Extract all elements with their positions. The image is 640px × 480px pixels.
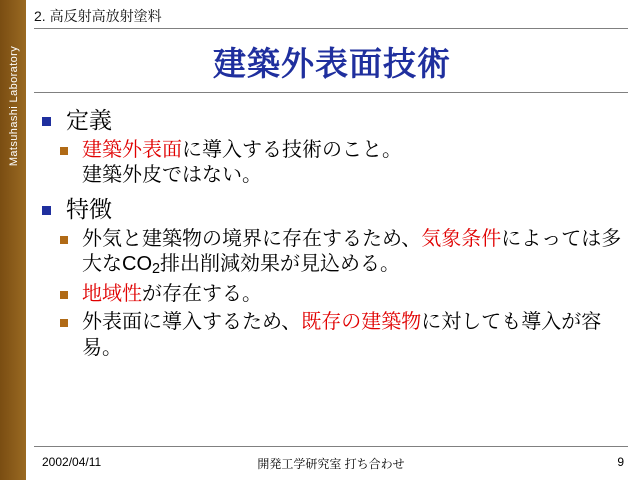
bullet-level1-features [34, 195, 634, 224]
bullet-level1-definition [34, 106, 634, 135]
header-divider [34, 28, 628, 29]
body-text: によっては多大なCO [82, 227, 622, 276]
body-text: が存在する。 [142, 282, 262, 305]
slide-body [34, 100, 634, 362]
square-bullet-icon [60, 319, 68, 327]
body-text: に導入する技術のこと。 [182, 138, 402, 161]
slide-footer [34, 452, 628, 472]
title-divider [34, 92, 628, 93]
bullet-level2-item [48, 282, 634, 308]
bullet-level2-item [48, 227, 634, 279]
body-text: 外表面に導入するため、 [82, 311, 302, 334]
body-text: 建築外皮ではない。 [82, 164, 262, 187]
page-number: 9 [617, 455, 624, 469]
body-text: 外気と建築物の境界に存在するため、 [82, 227, 422, 250]
square-bullet-icon [42, 206, 51, 215]
bullet-level1-label: 定義 [66, 107, 112, 133]
footer-date: 2002/04/11 [42, 455, 102, 469]
square-bullet-icon [60, 147, 68, 155]
bullet-level1-label: 特徴 [66, 195, 112, 222]
square-bullet-icon [42, 117, 51, 126]
square-bullet-icon [60, 291, 68, 299]
bullet-level2-group-definition [48, 138, 634, 189]
square-bullet-icon [60, 236, 68, 244]
bullet-level2-item [48, 138, 634, 189]
footer-center-text: 開発工学研究室 打ち合わせ [257, 457, 405, 471]
emphasis-text: 地域性 [82, 282, 142, 305]
emphasis-text: 建築外表面 [82, 138, 182, 161]
body-text: に対しても導入が容易。 [82, 311, 602, 360]
footer-divider [34, 446, 628, 447]
subscript-text: 2 [152, 261, 161, 278]
emphasis-text: 気象条件 [421, 227, 502, 250]
bullet-level2-item [48, 310, 634, 361]
brand-sidebar [0, 0, 26, 480]
body-text: 排出削減効果が見込める。 [160, 253, 401, 276]
slide-title: 建築外表面技術 [213, 45, 451, 82]
lab-name-label: Matsuhashi Laboratory [8, 45, 20, 167]
emphasis-text: 既存の建築物 [301, 311, 422, 334]
section-header: 2. 高反射高放射塗料 [34, 8, 162, 24]
bullet-level2-group-features [48, 227, 634, 362]
